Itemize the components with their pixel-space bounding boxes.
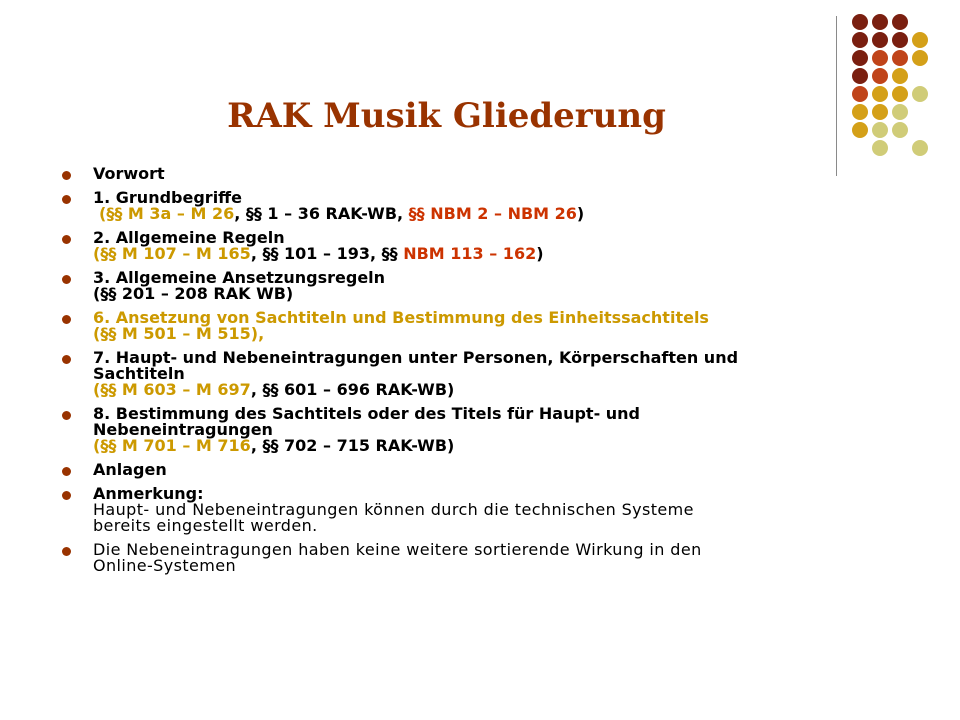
bullet-list — [60, 166, 860, 582]
decorative-dot — [852, 68, 868, 84]
item-text: 3. Allgemeine Ansetzungsregeln — [93, 268, 386, 287]
item-text: Die Nebeneintragungen haben keine weitere sortierende Wirkung in den — [93, 540, 702, 559]
decorative-dot — [892, 122, 908, 138]
reference-part: ) — [576, 204, 585, 223]
decorative-dot — [872, 32, 888, 48]
decorative-dot — [872, 140, 888, 156]
reference-part: , §§ 1 – 36 RAK-WB, — [234, 204, 409, 223]
decorative-dot — [892, 32, 908, 48]
decorative-dot — [852, 32, 868, 48]
bullet-dot-icon — [62, 355, 71, 364]
item-reference: (§§ M 501 – M 515), — [93, 324, 265, 343]
item-text-continued: Sachtiteln — [93, 364, 185, 383]
decorative-dot — [912, 50, 928, 66]
decorative-dot — [872, 68, 888, 84]
list-item-sachtitel — [60, 310, 860, 342]
reference-part: ) — [536, 244, 544, 263]
decorative-dot — [912, 140, 928, 156]
reference-part: §§ NBM 2 – NBM 26 — [408, 204, 577, 223]
item-reference: (§§ 201 – 208 RAK WB) — [93, 284, 294, 303]
bullet-dot-icon — [62, 171, 71, 180]
item-text: 2. Allgemeine Regeln — [93, 228, 285, 247]
list-item-anmerkung — [60, 486, 860, 534]
bullet-dot-icon — [62, 235, 71, 244]
item-text: 8. Bestimmung des Sachtitels oder des Titels für Haupt- und — [93, 404, 641, 423]
item-reference — [93, 246, 860, 262]
bullet-dot-icon — [62, 195, 71, 204]
item-text: 7. Haupt- und Nebeneintragungen unter Personen, Körperschaften und — [93, 348, 739, 367]
reference-part: NBM 113 – 162 — [403, 244, 537, 263]
list-item-anlagen — [60, 462, 860, 478]
decorative-dot — [892, 14, 908, 30]
item-text: 6. Ansetzung von Sachtiteln und Bestimmung des Einheitssachtitels — [93, 308, 709, 327]
bullet-dot-icon — [62, 547, 71, 556]
note-text-continued: bereits eingestellt werden. — [93, 516, 318, 535]
decorative-dot — [892, 68, 908, 84]
decorative-dot — [892, 50, 908, 66]
decorative-dot — [912, 86, 928, 102]
item-text: Anmerkung: — [93, 484, 204, 503]
list-item-grundbegriffe — [60, 190, 860, 222]
bullet-dot-icon — [62, 315, 71, 324]
list-item-vorwort — [60, 166, 860, 182]
bullet-dot-icon — [62, 275, 71, 284]
item-text: 1. Grundbegriffe — [93, 188, 242, 207]
item-reference — [93, 382, 860, 398]
item-text: Vorwort — [93, 164, 165, 183]
list-item-ansetzungsregeln — [60, 270, 860, 302]
item-text-continued: Online-Systemen — [93, 556, 237, 575]
decorative-dot — [852, 14, 868, 30]
reference-part: , §§ 702 – 715 RAK-WB) — [250, 436, 455, 455]
decorative-dot — [852, 50, 868, 66]
item-reference — [93, 438, 860, 454]
reference-part: (§§ M 603 – M 697 — [93, 380, 251, 399]
decorative-dot — [892, 86, 908, 102]
bullet-dot-icon — [62, 411, 71, 420]
reference-part: (§§ M 3a – M 26 — [99, 204, 235, 223]
bullet-dot-icon — [62, 491, 71, 500]
slide-title: RAK Musik Gliederung — [227, 96, 666, 136]
list-item-bestimmung — [60, 406, 860, 454]
item-text: Anlagen — [93, 460, 167, 479]
decorative-dot — [872, 14, 888, 30]
list-item-eintragungen — [60, 350, 860, 398]
reference-part: (§§ M 701 – M 716 — [93, 436, 251, 455]
reference-part: (§§ M 107 – M 165 — [93, 244, 251, 263]
item-reference — [93, 206, 860, 222]
reference-part: , §§ 101 – 193, §§ — [250, 244, 404, 263]
decorative-dot — [872, 50, 888, 66]
list-item-allgemeine-regeln — [60, 230, 860, 262]
bullet-dot-icon — [62, 467, 71, 476]
decorative-dot — [892, 104, 908, 120]
note-text: Haupt- und Nebeneintragungen können durch die technischen Systeme — [93, 500, 694, 519]
decorative-dot — [912, 32, 928, 48]
reference-part: , §§ 601 – 696 RAK-WB) — [250, 380, 455, 399]
item-text-continued: Nebeneintragungen — [93, 420, 273, 439]
list-item-online-systeme — [60, 542, 860, 574]
